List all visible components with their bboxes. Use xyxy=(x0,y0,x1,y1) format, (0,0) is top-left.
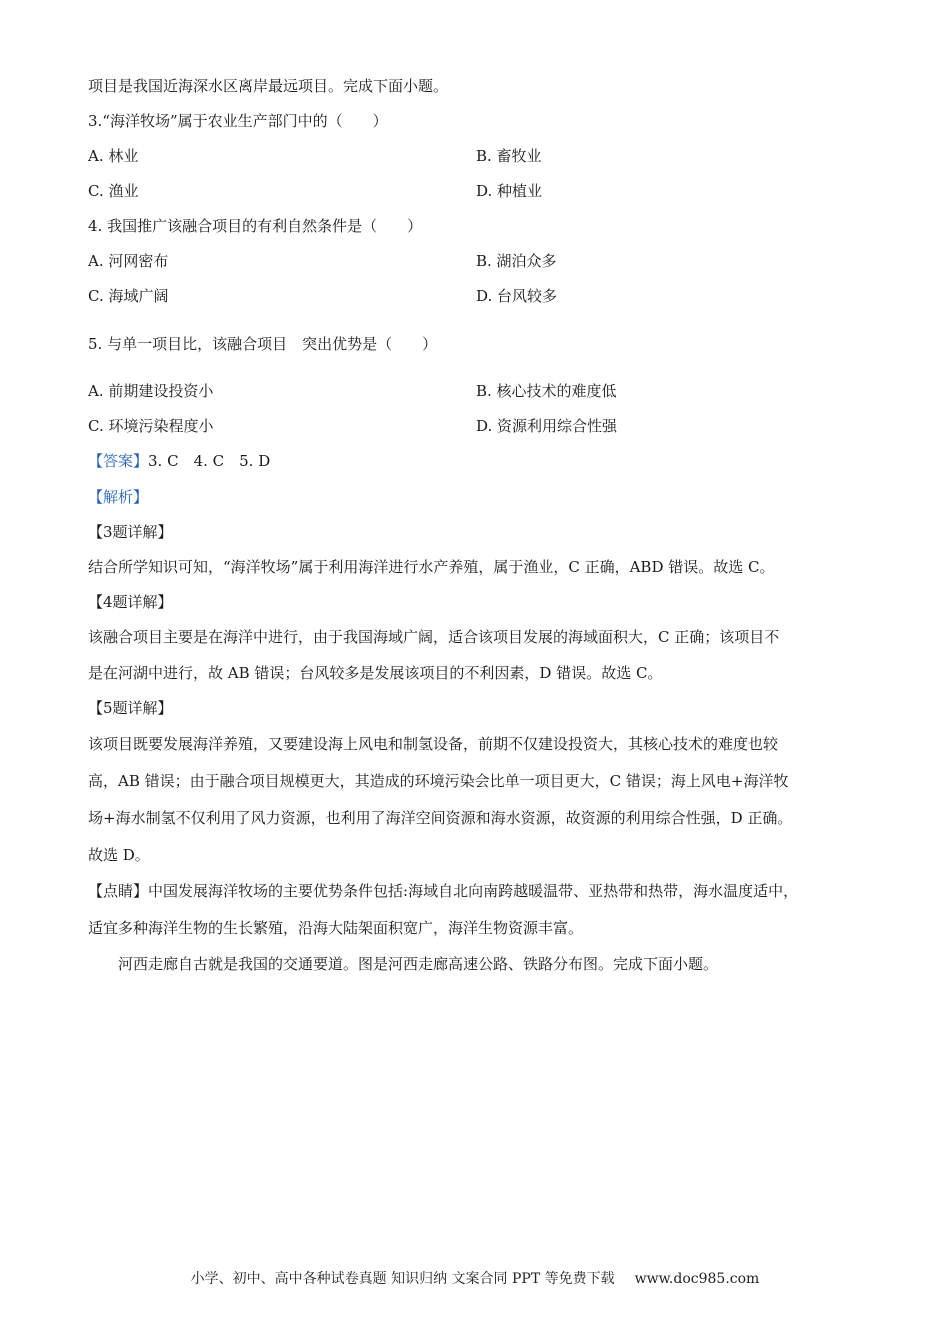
question-5-option-d: D. 资源利用综合性强 xyxy=(476,417,618,435)
analysis-label: 【解析】 xyxy=(88,488,149,506)
question-3-option-d: D. 种植业 xyxy=(476,182,543,200)
answer-label: 【答案】 xyxy=(88,452,149,470)
question-3-option-b: B. 畜牧业 xyxy=(476,147,542,165)
question-4-stem: 4. 我国推广该融合项目的有利自然条件是（ ） xyxy=(88,217,423,235)
detail-4-label: 【4题详解】 xyxy=(88,593,173,611)
detail-5-line-4: 故选 D。 xyxy=(88,846,150,864)
footer xyxy=(0,1268,950,1288)
tip-line-1 xyxy=(88,880,798,902)
footer-site-link[interactable]: www.doc985.com xyxy=(634,1271,760,1287)
question-4-option-c: C. 海域广阔 xyxy=(88,287,169,305)
question-3-option-a: A. 林业 xyxy=(88,147,139,165)
tip-text-1: 中国发展海洋牧场的主要优势条件包括:海域自北向南跨越暖温带、亚热带和热带，海水温度适中， xyxy=(148,882,799,900)
question-4-option-a: A. 河网密布 xyxy=(88,252,169,270)
question-3-stem: 3.“海洋牧场”属于农业生产部门中的（ ） xyxy=(88,112,388,130)
tip-line-2: 适宜多种海洋生物的生长繁殖，沿海大陆架面积宽广，海洋生物资源丰富。 xyxy=(88,919,584,937)
detail-4-line-2: 是在河湖中进行，故 AB 错误；台风较多是发展该项目的不利因素，D 错误。故选 C。 xyxy=(88,664,663,682)
answer-line xyxy=(88,450,270,472)
question-5-stem: 5. 与单一项目比，该融合项目 突出优势是（ ） xyxy=(88,335,438,353)
question-3-option-c: C. 渔业 xyxy=(88,182,139,200)
detail-4-line-1: 该融合项目主要是在海洋中进行，由于我国海域广阔，适合该项目发展的海域面积大，C 正确；该项目不 xyxy=(88,628,780,646)
answer-text: 3. C 4. C 5. D xyxy=(148,452,271,470)
detail-3-label: 【3题详解】 xyxy=(88,523,173,541)
question-5-option-a: A. 前期建设投资小 xyxy=(88,382,214,400)
intro-tail: 项目是我国近海深水区离岸最远项目。完成下面小题。 xyxy=(88,77,449,95)
footer-text: 小学、初中、高中各种试卷真题 知识归纳 文案合同 PPT 等免费下载 xyxy=(190,1271,615,1287)
detail-3-line-1: 结合所学知识可知，“海洋牧场”属于利用海洋进行水产养殖，属于渔业，C 正确，ABD 错误。故选 C。 xyxy=(88,558,775,576)
question-5-option-c: C. 环境污染程度小 xyxy=(88,417,214,435)
tip-label: 【点睛】 xyxy=(88,882,149,900)
question-5-option-b: B. 核心技术的难度低 xyxy=(476,382,617,400)
detail-5-label: 【5题详解】 xyxy=(88,699,173,717)
question-4-option-d: D. 台风较多 xyxy=(476,287,558,305)
detail-5-line-2: 高，AB 错误；由于融合项目规模更大，其造成的环境污染会比单一项目更大，C 错误；海上风电+海洋牧 xyxy=(88,772,789,790)
detail-5-line-3: 场+海水制氢不仅利用了风力资源，也利用了海洋空间资源和海水资源，故资源的利用综合性强，D 正确。 xyxy=(88,809,793,827)
question-4-option-b: B. 湖泊众多 xyxy=(476,252,557,270)
next-intro: 河西走廊自古就是我国的交通要道。图是河西走廊高速公路、铁路分布图。完成下面小题。 xyxy=(118,955,719,973)
detail-5-line-1: 该项目既要发展海洋养殖，又要建设海上风电和制氢设备，前期不仅建设投资大，其核心技术的难度也较 xyxy=(88,735,779,753)
